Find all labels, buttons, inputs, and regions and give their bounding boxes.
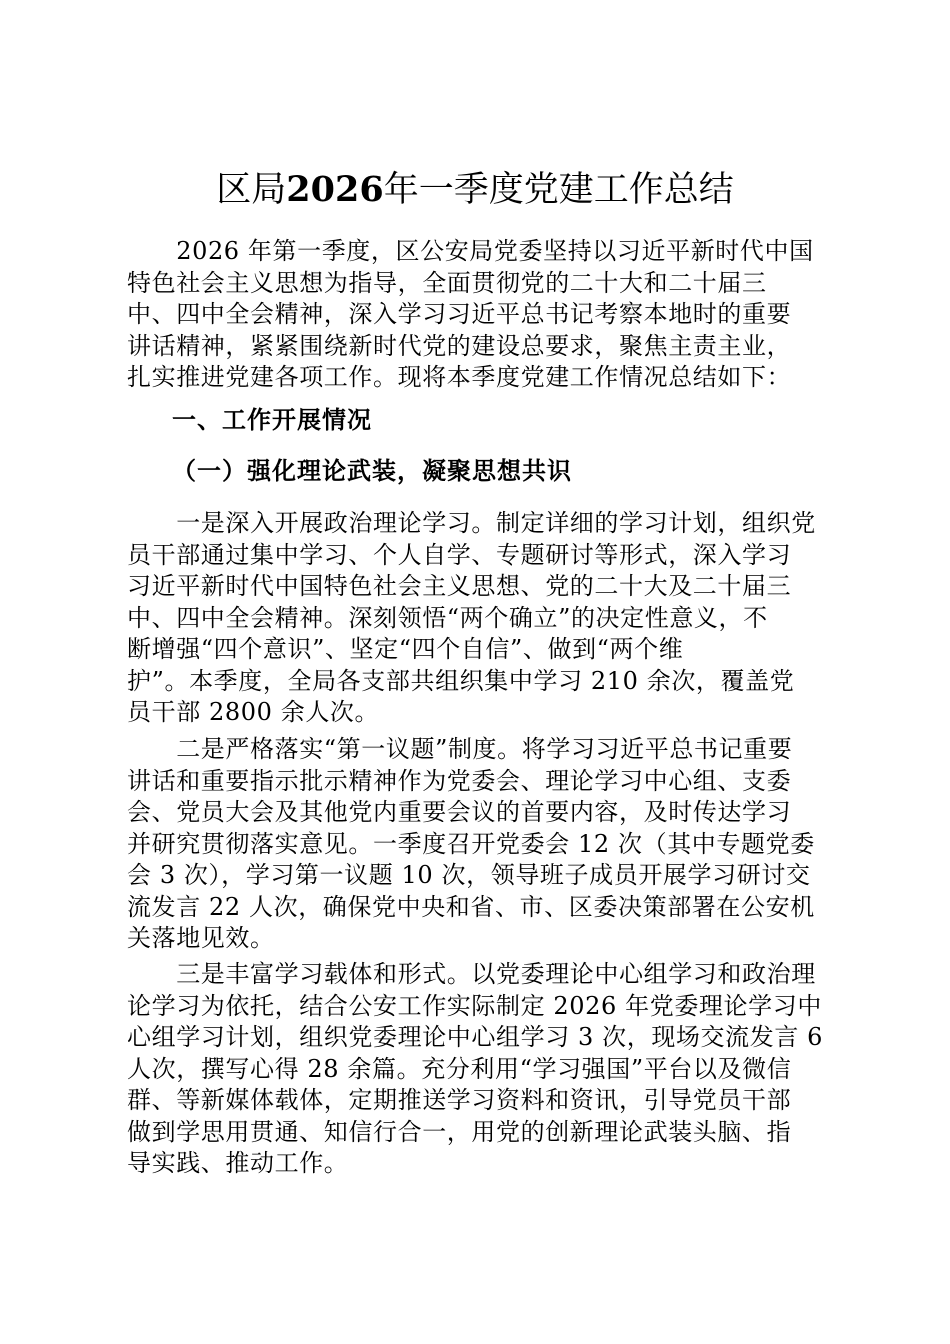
title-prefix: 区局 <box>216 170 287 210</box>
title-suffix: 年一季度党建工作总结 <box>383 170 734 210</box>
paragraph-first-topic: 二是严格落实“第一议题”制度。将学习习近平总书记重要 讲话和重要指示批示精神作为党委会、理论学习中心组、支委 会、党员大会及其他党内重要会议的首要内容，及时传达学习 并研究贯彻落实意见。一季度召开党委会 12 次（其中专题党委 会 3 次），学习第一议题 10 次，领导班子成员开展学习研讨交 流发言 22 人次，确保党中央和省、市、区委决策部署在公安机 关落地见效。 <box>127 735 815 952</box>
section-heading-work-status: 一、工作开展情况 <box>172 405 372 434</box>
paragraph-political-study: 一是深入开展政治理论学习。制定详细的学习计划，组织党 员干部通过集中学习、个人自学、专题研讨等形式，深入学习 习近平新时代中国特色社会主义思想、党的二十大及二十届三 中、四中全会精神。深刻领悟“两个确立”的决定性意义，不 断增强“四个意识”、坚定“四个自信”、做到“两个维 护”。本季度，全局各支部共组织集中学习 210 余次，覆盖党 员干部 2800 余人次。 <box>127 509 816 726</box>
document-title <box>0 168 950 212</box>
subsection-heading-theory: （一）强化理论武装，凝聚思想共识 <box>172 456 572 485</box>
intro-paragraph: 2026 年第一季度，区公安局党委坚持以习近平新时代中国 特色社会主义思想为指导，全面贯彻党的二十大和二十届三 中、四中全会精神，深入学习习近平总书记考察本地时的重要 讲话精神，紧紧围绕新时代党的建设总要求，聚焦主责主业， 扎实推进党建各项工作。现将本季度党建工作情况总结如下： <box>127 237 814 391</box>
paragraph-learning-carriers: 三是丰富学习载体和形式。以党委理论中心组学习和政治理 论学习为依托，结合公安工作实际制定 2026 年党委理论学习中 心组学习计划，组织党委理论中心组学习 3 次，现场交流发言 6 人次，撰写心得 28 余篇。充分利用“学习强国”平台以及微信 群、等新媒体载体，定期推送学习资料和资讯，引导党员干部 做到学思用贯通、知信行合一，用党的创新理论武装头脑、指 导实践、推动工作。 <box>127 960 824 1177</box>
title-year: 2026 <box>286 169 384 210</box>
